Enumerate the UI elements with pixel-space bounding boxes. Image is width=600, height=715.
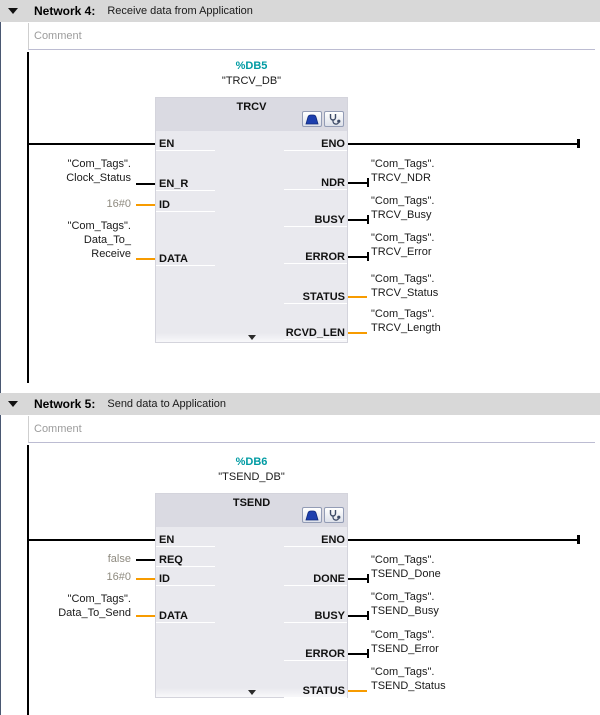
- instance-db-number[interactable]: %DB5: [235, 60, 268, 72]
- operand-data[interactable]: "Com_Tags". Data_To_ Receive: [67, 220, 131, 260]
- operand-status[interactable]: "Com_Tags". TSEND_Status: [371, 666, 446, 692]
- power-rail: [27, 52, 29, 383]
- operand-error[interactable]: "Com_Tags". TSEND_Error: [371, 629, 439, 655]
- expand-hidden-pins-icon[interactable]: [248, 690, 256, 695]
- expand-hidden-pins-icon[interactable]: [248, 335, 256, 340]
- busy-connector: [348, 615, 367, 617]
- pin-en[interactable]: EN: [156, 137, 215, 151]
- pin-ndr[interactable]: NDR: [284, 176, 347, 190]
- error-connector-tick: [367, 252, 369, 261]
- en-wire: [29, 539, 155, 541]
- operand-en-r[interactable]: "Com_Tags". Clock_Status: [66, 158, 131, 184]
- power-rail: [27, 445, 29, 715]
- pin-done[interactable]: DONE: [284, 572, 347, 586]
- data-connector: [136, 258, 155, 260]
- pin-error[interactable]: ERROR: [284, 647, 347, 661]
- operand-status[interactable]: "Com_Tags". TRCV_Status: [371, 273, 439, 299]
- diagnostics-stethoscope-icon[interactable]: [324, 111, 344, 127]
- error-connector: [348, 653, 367, 655]
- rcvd-len-connector: [348, 332, 367, 334]
- operand-rcvd-len[interactable]: "Com_Tags". TRCV_Length: [371, 308, 441, 334]
- operand-req-constant[interactable]: false: [107, 553, 131, 565]
- pin-busy[interactable]: BUSY: [284, 609, 347, 623]
- operand-id-constant[interactable]: 16#0: [106, 571, 131, 583]
- diagnostics-stethoscope-icon[interactable]: [324, 507, 344, 523]
- pin-en[interactable]: EN: [156, 533, 215, 547]
- instance-db-name[interactable]: "TRCV_DB": [221, 75, 282, 87]
- done-connector: [348, 578, 367, 580]
- pin-id[interactable]: ID: [156, 572, 215, 586]
- status-connector: [348, 296, 367, 298]
- operand-done[interactable]: "Com_Tags". TSEND_Done: [371, 554, 441, 580]
- open-instance-db-icon[interactable]: [302, 507, 322, 523]
- pin-status[interactable]: STATUS: [284, 684, 347, 698]
- en-wire: [29, 143, 155, 145]
- operand-busy[interactable]: "Com_Tags". TRCV_Busy: [371, 195, 435, 221]
- open-instance-db-icon[interactable]: [302, 111, 322, 127]
- id-connector: [136, 578, 155, 580]
- eno-wire: [348, 539, 577, 541]
- pin-data[interactable]: DATA: [156, 609, 215, 623]
- pin-status[interactable]: STATUS: [284, 290, 347, 304]
- collapse-network-icon[interactable]: [8, 401, 18, 407]
- operand-error[interactable]: "Com_Tags". TRCV_Error: [371, 232, 435, 258]
- busy-connector: [348, 219, 367, 221]
- instance-db-name[interactable]: "TSEND_DB": [218, 471, 285, 483]
- network-comment-field[interactable]: [28, 416, 595, 443]
- eno-wire-end-tick: [577, 535, 580, 544]
- error-connector: [348, 256, 367, 258]
- network-title: Network 4:: [34, 4, 96, 18]
- data-connector: [136, 615, 155, 617]
- network-comment-field[interactable]: [28, 23, 595, 50]
- network-5-header[interactable]: [0, 393, 600, 415]
- block-title: TRCV: [236, 101, 267, 113]
- block-title: TSEND: [232, 497, 271, 509]
- comment-placeholder: Comment: [34, 423, 82, 435]
- ndr-connector: [348, 182, 367, 184]
- network-4-header[interactable]: [0, 0, 600, 22]
- network-description[interactable]: Receive data from Application: [107, 5, 253, 17]
- operand-data[interactable]: "Com_Tags". Data_To_Send: [58, 593, 131, 619]
- comment-placeholder: Comment: [34, 30, 82, 42]
- en-r-connector: [136, 183, 155, 185]
- network-description[interactable]: Send data to Application: [107, 398, 227, 410]
- eno-wire-end-tick: [577, 139, 580, 148]
- req-connector: [136, 559, 155, 561]
- pin-eno[interactable]: ENO: [284, 137, 347, 151]
- eno-wire: [348, 143, 577, 145]
- pin-rcvd-len[interactable]: RCVD_LEN: [285, 327, 345, 339]
- id-connector: [136, 204, 155, 206]
- tsend-function-block[interactable]: [155, 493, 348, 698]
- collapse-network-icon[interactable]: [8, 8, 18, 14]
- block-header: [156, 494, 347, 527]
- error-connector-tick: [367, 649, 369, 658]
- operand-id-constant[interactable]: 16#0: [106, 198, 131, 210]
- status-connector: [348, 690, 367, 692]
- ndr-connector-tick: [367, 178, 369, 187]
- operand-busy[interactable]: "Com_Tags". TSEND_Busy: [371, 591, 439, 617]
- block-header: [156, 98, 347, 131]
- editor-left-border: [0, 22, 1, 715]
- pin-data[interactable]: DATA: [156, 252, 215, 266]
- pin-en-r[interactable]: EN_R: [156, 177, 215, 191]
- pin-id[interactable]: ID: [156, 198, 215, 212]
- pin-eno[interactable]: ENO: [284, 533, 347, 547]
- busy-connector-tick: [367, 611, 369, 620]
- busy-connector-tick: [367, 215, 369, 224]
- pin-busy[interactable]: BUSY: [284, 213, 347, 227]
- blue-block-glyph: [305, 114, 319, 125]
- done-connector-tick: [367, 574, 369, 583]
- operand-ndr[interactable]: "Com_Tags". TRCV_NDR: [371, 158, 435, 184]
- pin-req[interactable]: REQ: [156, 553, 215, 567]
- instance-db-number[interactable]: %DB6: [235, 456, 268, 468]
- network-title: Network 5:: [34, 397, 96, 411]
- pin-error[interactable]: ERROR: [284, 250, 347, 264]
